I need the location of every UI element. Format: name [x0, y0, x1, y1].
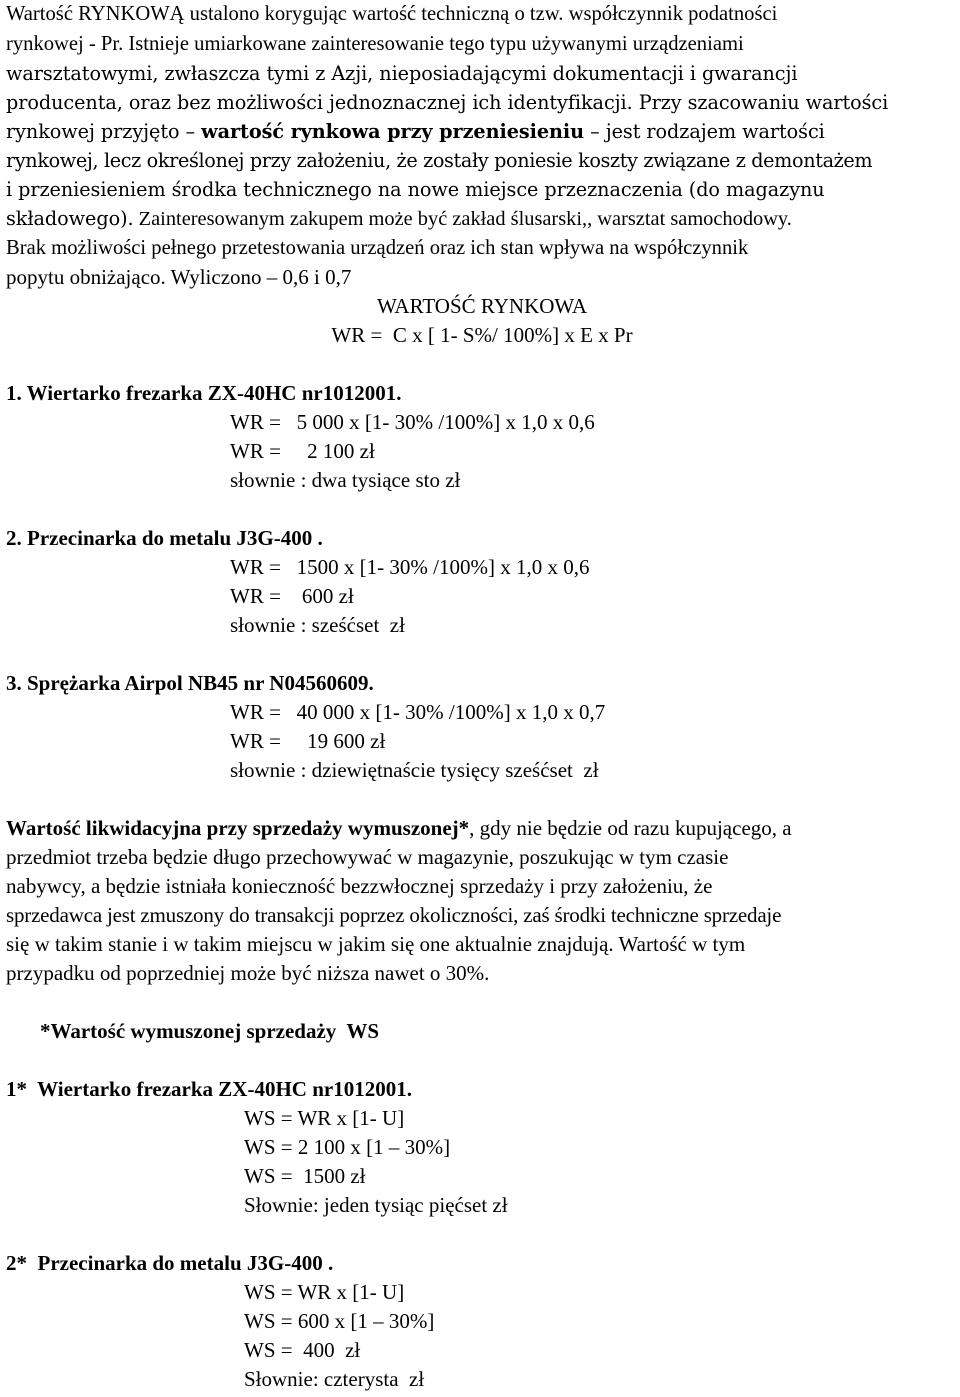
market-item-calc: WR = 5 000 x [1- 30% /100%] x 1,0 x 0,6 [230, 410, 595, 434]
market-item-1 [6, 379, 958, 495]
forced-item-line-2: WS = 600 x [1 – 30%] [244, 1309, 435, 1333]
intro-line-1: Wartość RYNKOWĄ ustalono korygując wartość techniczną o tzw. współczynnik podatności [6, 3, 778, 25]
intro-line-2 [6, 29, 958, 59]
intro-line-3: warsztatowymi, zwłaszcza tymi z Azji, nieposiadającymi dokumentacji i gwarancji [6, 62, 798, 85]
forced-item-heading: 2* Przecinarka do metalu J3G-400 . [6, 1251, 334, 1275]
intro-line-4 [6, 88, 958, 117]
liquidation-line-1-rest: , gdy nie będzie od razu kupującego, a [469, 816, 792, 840]
forced-item-heading: 1* Wiertarko frezarka ZX-40HC nr1012001. [6, 1077, 412, 1101]
market-item-result: WR = 19 600 zł [230, 729, 386, 753]
liquidation-bold: Wartość likwidacyjna przy sprzedaży wymuszonej* [6, 816, 470, 840]
liquidation-paragraph [6, 814, 958, 988]
market-item-heading: 1. Wiertarko frezarka ZX-40HC nr1012001. [6, 381, 402, 405]
market-item-result: WR = 600 zł [230, 584, 354, 608]
intro-line-4b: Przy szacowaniu wartości [632, 91, 889, 114]
forced-item-line-3: WS = 1500 zł [244, 1164, 366, 1188]
market-item-calc: WR = 40 000 x [1- 30% /100%] x 1,0 x 0,7 [230, 700, 606, 724]
intro-line-8 [6, 204, 958, 234]
forced-item-line-4: Słownie: czterysta zł [244, 1367, 425, 1391]
spacer [6, 350, 958, 379]
forced-item-1 [6, 1075, 958, 1220]
intro-line-5c: – jest rodzajem wartości [584, 120, 825, 143]
forced-item-2 [6, 1249, 958, 1394]
intro-line-10: popytu obniżająco. Wyliczono – 0,6 i 0,7 [6, 265, 352, 289]
spacer [6, 988, 958, 1017]
intro-line-9: Brak możliwości pełnego przetestowania urządzeń oraz ich stan wpływa na współczynnik [6, 237, 749, 259]
market-item-words: słownie : dziewiętnaście tysięcy sześćset zł [230, 758, 599, 782]
spacer [6, 640, 958, 669]
formula-block [6, 292, 958, 350]
forced-item-line-2: WS = 2 100 x [1 – 30%] [244, 1135, 451, 1159]
market-item-2 [6, 524, 958, 640]
formula-expression: WR = C x [ 1- S%/ 100%] x E x Pr [331, 323, 633, 347]
spacer [6, 785, 958, 814]
formula-title: WARTOŚĆ RYNKOWA [376, 294, 588, 318]
liquidation-line-3: nabywcy, a będzie istniała konieczność bezzwłocznej sprzedaży i przy założeniu, że [6, 874, 713, 898]
market-item-heading: 3. Sprężarka Airpol NB45 nr N04560609. [6, 671, 374, 695]
intro-line-8b: Zainteresowanym zakupem może być zakład ślusarski,, warsztat samochodowy. [133, 208, 792, 230]
liquidation-line-4: sprzedawca jest zmuszony do transakcji poprzez okoliczności, zaś środki techniczne sprzedaje [6, 903, 782, 927]
market-item-3 [6, 669, 958, 785]
intro-line-2a: rynkowej - Pr. [6, 33, 129, 55]
market-item-words: słownie : dwa tysiące sto zł [230, 468, 461, 492]
intro-line-8a: składowego). [6, 207, 134, 230]
liquidation-line-2: przedmiot trzeba będzie długo przechowywać w magazynie, poszukując w tym czasie [6, 845, 729, 869]
spacer [6, 495, 958, 524]
market-item-calc: WR = 1500 x [1- 30% /100%] x 1,0 x 0,6 [230, 555, 590, 579]
intro-line-5a: rynkowej przyjęto – [6, 120, 202, 143]
market-item-words: słownie : sześćset zł [230, 613, 405, 637]
spacer [6, 1046, 958, 1075]
forced-item-line-3: WS = 400 zł [244, 1338, 361, 1362]
spacer [6, 1220, 958, 1249]
intro-line-5 [6, 117, 958, 146]
liquidation-line-1 [6, 814, 958, 843]
intro-line-7: i przeniesieniem środka technicznego na nowe miejsce przeznaczenia (do magazynu [6, 178, 825, 201]
forced-item-line-1: WS = WR x [1- U] [244, 1280, 405, 1304]
market-item-heading: 2. Przecinarka do metalu J3G-400 . [6, 526, 323, 550]
intro-line-6: rynkowej, lecz określonej przy założeniu, że zostały poniesie koszty związane z demontażem [6, 149, 873, 172]
forced-item-line-4: Słownie: jeden tysiąc pięćset zł [244, 1193, 508, 1217]
intro-paragraph [6, 0, 958, 292]
intro-line-2b: Istnieje umiarkowane zainteresowanie tego typu używanymi urządzeniami [128, 33, 744, 55]
forced-title: *Wartość wymuszonej sprzedaży WS [40, 1019, 380, 1043]
intro-line-5-bold: wartość rynkowa przy przeniesieniu [201, 120, 585, 143]
intro-line-4a: producenta, oraz bez możliwości jednoznacznej ich identyfikacji. [6, 91, 633, 114]
forced-item-line-1: WS = WR x [1- U] [244, 1106, 405, 1130]
market-item-result: WR = 2 100 zł [230, 439, 375, 463]
liquidation-line-6: przypadku od poprzedniej może być niższa nawet o 30%. [6, 961, 490, 985]
liquidation-line-5: się w takim stanie i w takim miejscu w jakim się one aktualnie znajdują. Wartość w tym [6, 932, 746, 956]
